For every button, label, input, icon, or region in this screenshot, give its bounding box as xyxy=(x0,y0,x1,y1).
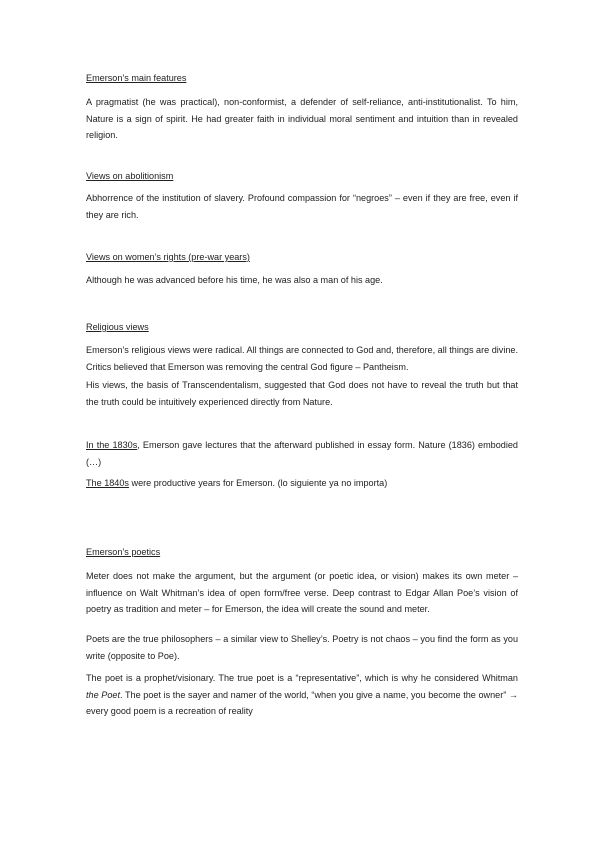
religious-views-paragraph-1: Emerson’s religious views were radical. All things are connected to God and, therefore, all things are divine. Critics believed that Emerson was removing the central God figure – Pantheism. xyxy=(86,345,519,372)
decade-1840s-text: were productive years for Emerson. (lo siguiente ya no importa) xyxy=(128,478,388,488)
section-heading-main-features: Emerson’s main features xyxy=(86,73,187,83)
womens-rights-paragraph: Although he was advanced before his time, he was also a man of his age. xyxy=(86,275,383,285)
section-heading-poetics: Emerson’s poetics xyxy=(86,547,161,557)
decade-1830s-paragraph xyxy=(86,437,518,470)
main-features-paragraph: A pragmatist (he was practical), non-conformist, a defender of self-reliance, anti-institutionalist. To him, Nature is a sign of spirit. He had greater faith in individual moral sentiment and intuition than in revealed religion. xyxy=(86,97,518,140)
poetics-paragraph-3-italic: the Poet xyxy=(86,689,120,700)
poetics-paragraph-1: Meter does not make the argument, but the argument (or poetic idea, or vision) makes its own meter – influence on Walt Whitman’s idea of open form/free verse. Deep contrast to Edgar Allan Poe’s vision of poetry as tradition and meter – for Emerson, the idea will create the sound and meter. xyxy=(86,571,518,614)
section-heading-religious-views: Religious views xyxy=(86,322,149,332)
decade-1840s-label: The 1840s xyxy=(86,478,129,488)
abolitionism-paragraph: Abhorrence of the institution of slavery. Profound compassion for “negroes” – even if they are free, even if they are rich. xyxy=(86,193,518,220)
decade-1830s-text: , Emerson gave lectures that the afterward published in essay form. Nature (1836) embodied (…) xyxy=(86,440,518,467)
poetics-paragraph-3-a: The poet is a prophet/visionary. The true poet is a “representative”, which is why he considered Whitman xyxy=(86,673,518,683)
section-heading-womens-rights: Views on women’s rights (pre-war years) xyxy=(86,252,250,262)
decade-1840s-paragraph xyxy=(86,475,518,492)
poetics-paragraph-3 xyxy=(86,670,518,720)
section-heading-abolitionism: Views on abolitionism xyxy=(86,171,174,181)
decade-1830s-label: In the 1830s xyxy=(86,440,138,450)
religious-views-paragraph-2: His views, the basis of Transcendentalism, suggested that God does not have to reveal the truth but that the truth could be intuitively experienced directly from Nature. xyxy=(86,380,518,407)
poetics-paragraph-2: Poets are the true philosophers – a similar view to Shelley’s. Poetry is not chaos – you find the form as you write (opposite to Poe). xyxy=(86,634,518,661)
poetics-paragraph-3-b: . The poet is the sayer and namer of the world, “when you give a name, you become the owner” → every good poem is a recreation of reality xyxy=(86,689,518,716)
